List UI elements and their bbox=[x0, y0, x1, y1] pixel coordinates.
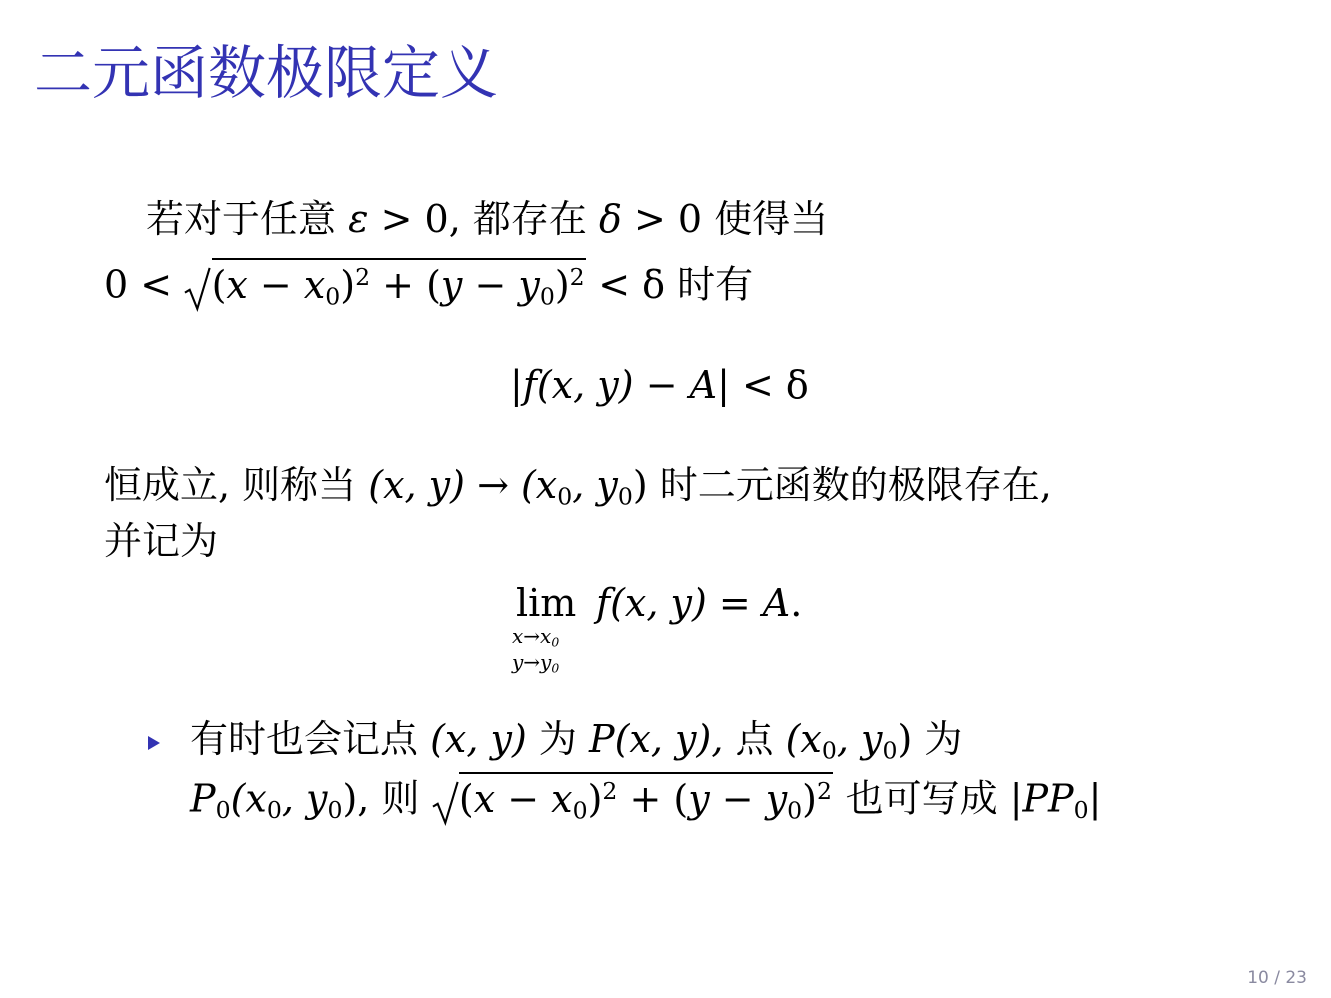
minus: − bbox=[633, 363, 690, 407]
bullet-triangle-icon bbox=[148, 736, 160, 750]
sub-0: 0 bbox=[617, 482, 633, 511]
sub-0: 0 bbox=[787, 796, 803, 825]
sub-0: 0 bbox=[325, 282, 341, 311]
lim-sub-text: y→y bbox=[512, 650, 552, 674]
display-equation bbox=[510, 362, 809, 408]
radicand bbox=[211, 258, 587, 311]
target-close: ) bbox=[632, 463, 648, 507]
text-lead: 有时也会记点 bbox=[190, 717, 419, 761]
point0-close: ) bbox=[897, 717, 913, 761]
limit-A: A bbox=[762, 581, 791, 625]
point-P-args: (x, y), bbox=[614, 717, 724, 761]
minus: − bbox=[247, 262, 304, 307]
equals: = bbox=[706, 581, 763, 625]
lt-delta: < δ bbox=[598, 262, 666, 307]
distance-sqrt bbox=[432, 772, 834, 825]
abs-bar-left: | bbox=[510, 363, 523, 407]
sub-0: 0 bbox=[327, 796, 343, 825]
period: . bbox=[790, 581, 803, 625]
sub-0: 0 bbox=[539, 282, 555, 311]
text-as: 为 bbox=[924, 717, 963, 761]
lim-subscript-y bbox=[512, 650, 559, 674]
abs-PP0: |PP bbox=[1009, 776, 1074, 821]
sub-0: 0 bbox=[551, 634, 560, 650]
limit-rhs bbox=[596, 580, 802, 626]
definition-line-2 bbox=[104, 258, 754, 311]
slide-title: 二元函数极限定义 bbox=[34, 39, 499, 107]
text-tail: 时二元函数的极限存在, bbox=[659, 463, 1052, 507]
sub-0: 0 bbox=[557, 482, 573, 511]
square: 2 bbox=[569, 262, 585, 291]
lt-delta: < δ bbox=[729, 363, 809, 407]
gt-zero-2: > 0 bbox=[633, 197, 703, 241]
sqrt-sign-icon bbox=[184, 267, 211, 311]
point0-mid: , y bbox=[836, 717, 883, 761]
abs-bar-right: | bbox=[717, 363, 730, 407]
var-x: x bbox=[226, 262, 248, 307]
point-P0-args-open: (x bbox=[230, 776, 267, 821]
delta-symbol: δ bbox=[599, 197, 622, 241]
paren-close: ) bbox=[554, 262, 570, 307]
zero-lt: 0 < bbox=[104, 262, 173, 307]
text-tail: 也可写成 bbox=[845, 776, 998, 821]
paren-close: ) bbox=[802, 776, 817, 821]
paren-open: ( bbox=[211, 262, 227, 307]
page-number: 10 / 23 bbox=[1247, 968, 1307, 988]
text-lead: 若对于任意 bbox=[146, 197, 337, 241]
paren-open: ( bbox=[673, 776, 689, 821]
lim-subscript-x bbox=[512, 624, 559, 648]
target-mid: , y bbox=[572, 463, 618, 507]
text-point: 点 bbox=[735, 717, 774, 761]
square: 2 bbox=[355, 262, 371, 291]
var-y0: y bbox=[765, 776, 788, 821]
minus: − bbox=[462, 262, 519, 307]
text-tail: 使得当 bbox=[714, 197, 829, 241]
var-x0: x bbox=[551, 776, 573, 821]
sub-0: 0 bbox=[215, 796, 231, 825]
func-f: f bbox=[522, 363, 537, 407]
var-y: y bbox=[440, 262, 463, 307]
var-y: y bbox=[688, 776, 710, 821]
point-P0: P bbox=[190, 776, 216, 821]
func-f: f bbox=[596, 581, 611, 625]
var-x0: x bbox=[303, 262, 326, 307]
abs-close: | bbox=[1088, 776, 1102, 821]
definition-line-1 bbox=[146, 196, 828, 242]
square: 2 bbox=[816, 776, 832, 805]
plus: + bbox=[370, 262, 427, 307]
definition-line-4: 并记为 bbox=[104, 519, 219, 563]
point-P: P bbox=[589, 717, 615, 761]
minus: − bbox=[709, 776, 766, 821]
point-xy: (x, y) bbox=[430, 717, 527, 761]
text-as: 为 bbox=[538, 717, 577, 761]
lim-operator: lim bbox=[516, 581, 577, 625]
distance-sqrt bbox=[184, 258, 586, 311]
limit-A: A bbox=[689, 363, 718, 407]
paren-close: ) bbox=[340, 262, 356, 307]
var-x: x bbox=[473, 776, 496, 821]
plus: + bbox=[617, 776, 674, 821]
point-xy: (x, y) bbox=[368, 463, 465, 507]
text-middle: 都存在 bbox=[472, 197, 587, 241]
epsilon-symbol: ε bbox=[348, 197, 369, 241]
lim-sub-text: x→x bbox=[512, 624, 552, 648]
text-tail: 时有 bbox=[677, 262, 754, 307]
var-y0: y bbox=[518, 262, 540, 307]
paren-close: ) bbox=[587, 776, 603, 821]
sub-0: 0 bbox=[572, 796, 588, 825]
sub-0: 0 bbox=[882, 736, 898, 765]
bullet-line-2 bbox=[190, 772, 1102, 825]
point-P0-args-mid: , y bbox=[281, 776, 328, 821]
bullet-line-1 bbox=[190, 716, 963, 765]
sub-0: 0 bbox=[266, 796, 282, 825]
gt-zero: > 0, bbox=[380, 197, 461, 241]
square: 2 bbox=[602, 776, 618, 805]
radicand bbox=[458, 772, 834, 825]
text-then: 则 bbox=[381, 776, 420, 821]
sub-0: 0 bbox=[551, 660, 560, 676]
paren-open: ( bbox=[458, 776, 474, 821]
target-open: (x bbox=[520, 463, 558, 507]
paren-open: ( bbox=[426, 262, 441, 307]
func-args: (x, y) bbox=[610, 581, 707, 625]
point-P0-args-close: ), bbox=[342, 776, 370, 821]
arrow: → bbox=[464, 463, 521, 507]
point0-open: (x bbox=[785, 717, 822, 761]
func-args: (x, y) bbox=[536, 363, 634, 407]
sub-0: 0 bbox=[1073, 796, 1089, 825]
text-lead: 恒成立, 则称当 bbox=[104, 463, 357, 507]
sub-0: 0 bbox=[821, 736, 837, 765]
limit-display bbox=[510, 580, 850, 676]
minus: − bbox=[495, 776, 552, 821]
sqrt-sign-icon bbox=[432, 781, 459, 825]
definition-line-3 bbox=[104, 462, 1052, 511]
